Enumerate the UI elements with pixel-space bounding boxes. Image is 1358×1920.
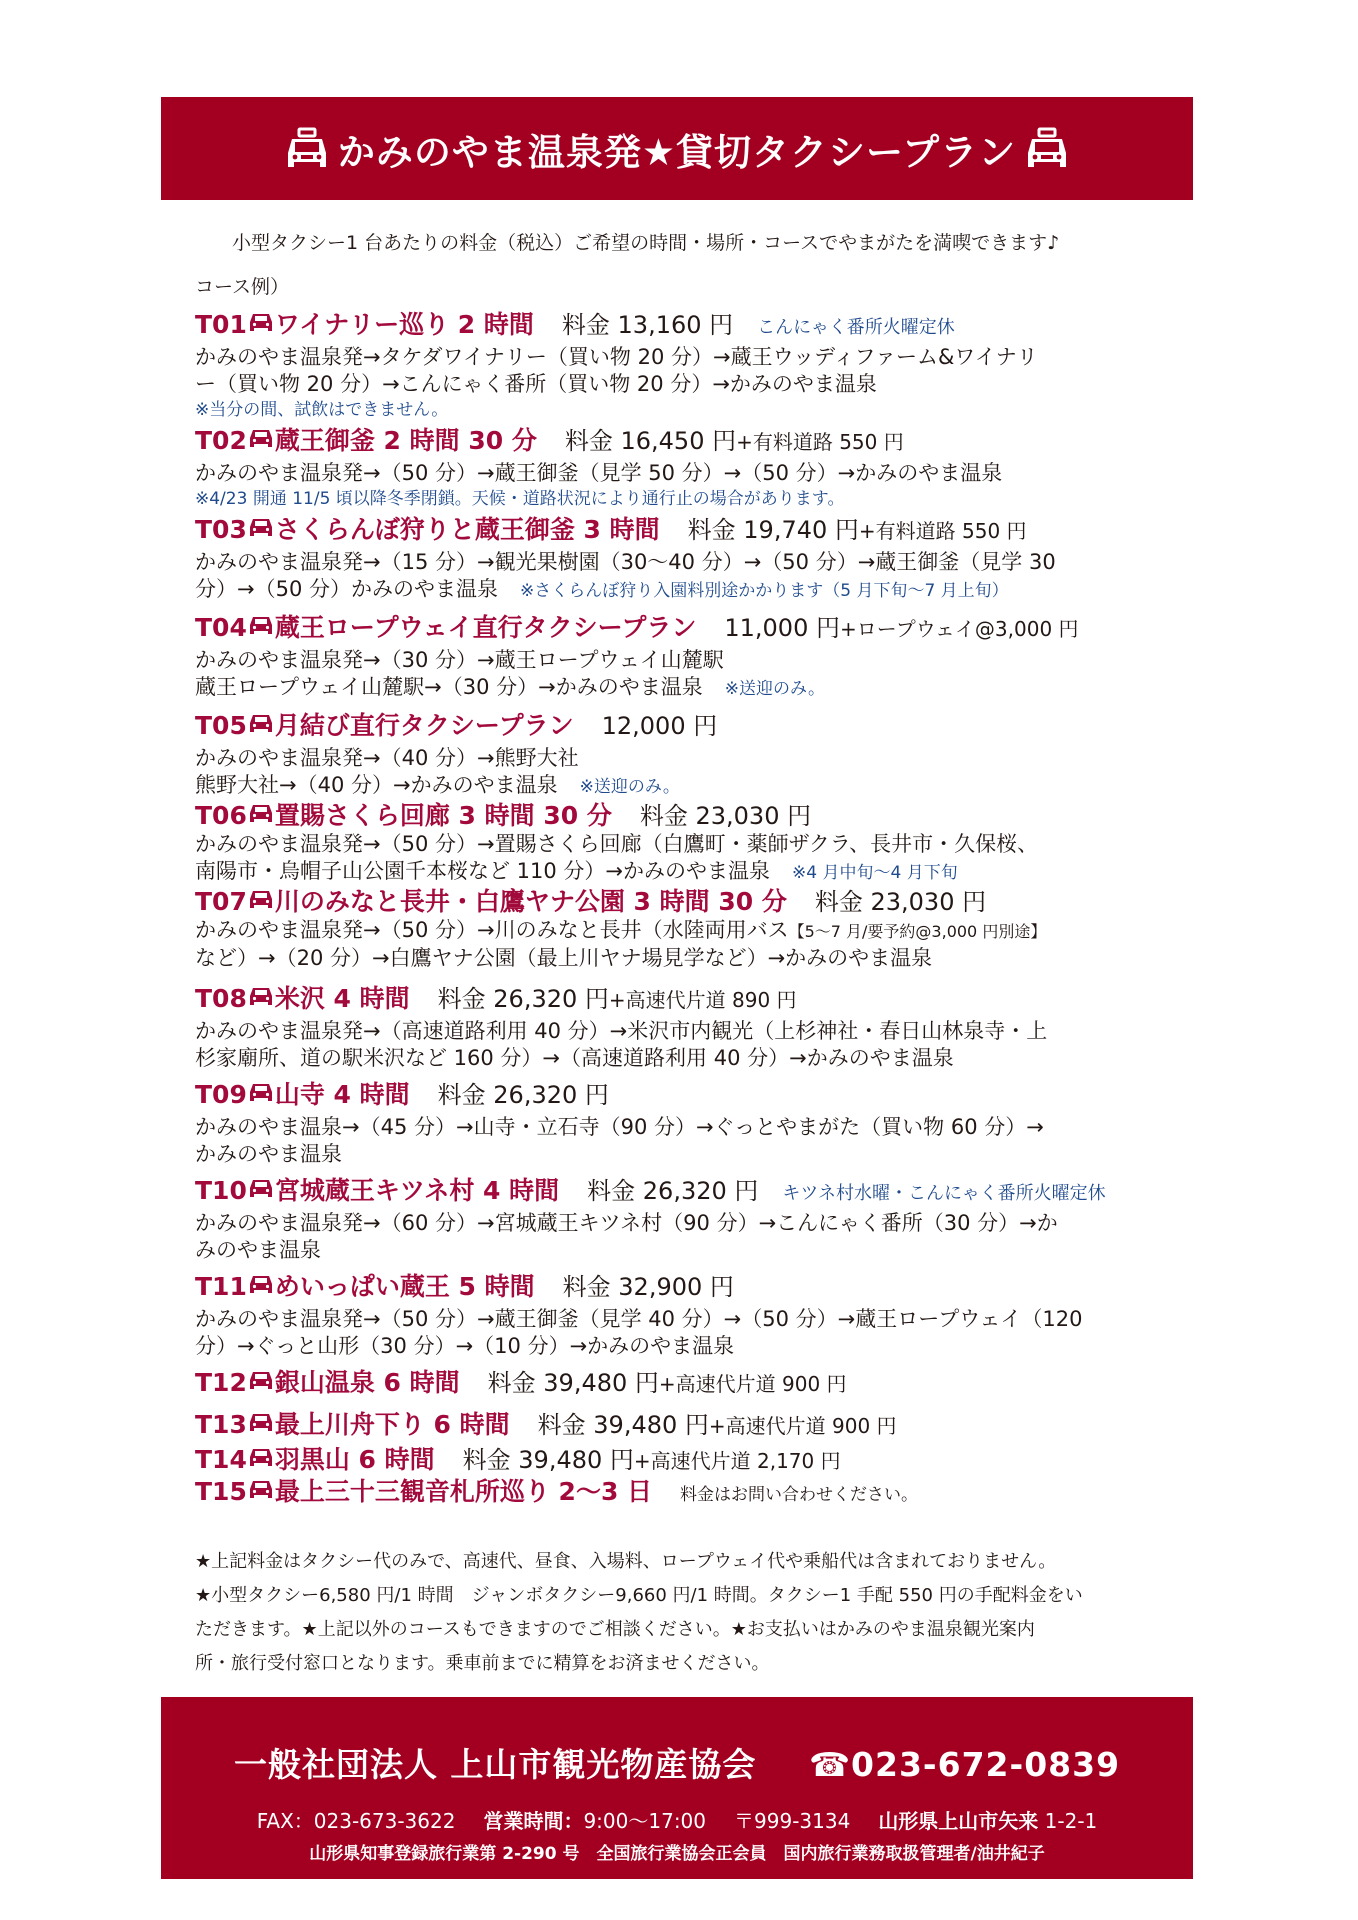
- course-t11: [195, 1268, 1180, 1360]
- course-route: など）→（20 分）→白鷹ヤナ公園（最上川ヤナ場見学など）→かみのやま温泉: [195, 946, 933, 970]
- course-code: T06: [195, 801, 247, 830]
- course-t14: [195, 1444, 1180, 1476]
- course-name: 蔵王御釜 2 時間 30 分: [274, 426, 537, 455]
- course-price: 料金 23,030 円: [639, 802, 812, 830]
- course-code: T01: [195, 310, 247, 339]
- course-price: 料金 32,900 円: [562, 1273, 734, 1301]
- course-price: 料金 26,320 円: [437, 1081, 609, 1109]
- course-route: かみのやま温泉: [195, 1142, 342, 1166]
- course-code: T09: [195, 1080, 247, 1109]
- course-extra-fee: +有料道路 550 円: [858, 519, 1027, 543]
- course-route: かみのやま温泉発→（50 分）→蔵王御釜（見学 40 分）→（50 分）→蔵王ロープウェイ（120: [195, 1307, 1083, 1331]
- organization-name: 一般社団法人 上山市観光物産協会: [233, 1745, 757, 1784]
- course-note: ※さくらんぼ狩り入園料別途かかります（5 月下旬～7 月上旬）: [520, 581, 1009, 601]
- course-code: T02: [195, 426, 247, 455]
- course-route: かみのやま温泉発→タケダワイナリー（買い物 20 分）→蔵王ウッディファーム&ワイナリ: [195, 345, 1038, 369]
- course-route: かみのやま温泉発→（15 分）→観光果樹園（30～40 分）→（50 分）→蔵王御釜（見学 30: [195, 550, 1056, 574]
- course-extra-fee: +高速代片道 900 円: [658, 1372, 847, 1396]
- course-name: めいっぱい蔵王 5 時間: [274, 1272, 535, 1301]
- course-price: 料金 19,740 円: [687, 516, 859, 544]
- course-route: かみのやま温泉→（45 分）→山寺・立石寺（90 分）→ぐっとやまがた（買い物 60 分）→: [195, 1115, 1044, 1139]
- car-icon: [248, 712, 274, 734]
- course-route-row: [195, 917, 1180, 945]
- course-t01: [195, 306, 1180, 422]
- course-code: T12: [195, 1368, 247, 1397]
- car-icon: [248, 985, 274, 1007]
- course-route: かみのやま温泉発→（50 分）→川のみなと長井（水陸両用バス: [195, 918, 789, 942]
- course-t15: [195, 1476, 1180, 1508]
- course-code: T05: [195, 711, 247, 740]
- course-extra-fee: +高速代片道 2,170 円: [633, 1449, 841, 1473]
- postal-code: 〒999-3134: [734, 1809, 851, 1833]
- course-name: 蔵王ロープウェイ直行タクシープラン: [274, 613, 697, 642]
- fax-number: FAX：023-673-3622: [256, 1809, 456, 1833]
- course-name: 米沢 4 時間: [274, 984, 410, 1013]
- course-head-note: こんにゃく番所火曜定休: [757, 317, 955, 338]
- course-price: 料金 39,480 円: [487, 1369, 659, 1397]
- course-price: 11,000 円: [724, 614, 840, 642]
- course-route-row: [195, 674, 1180, 703]
- course-extra-fee: +高速代片道 890 円: [608, 988, 797, 1012]
- course-name: さくらんぼ狩りと蔵王御釜 3 時間: [274, 515, 660, 544]
- course-code: T13: [195, 1410, 247, 1439]
- note-line: ただきます。★上記以外のコースもできますのでご相談ください。★お支払いはかみのやま温泉観光案内: [195, 1619, 1035, 1640]
- course-route: かみのやま温泉発→（50 分）→置賜さくら回廊（白鷹町・薬師ザクラ、長井市・久保桜、: [195, 832, 1039, 856]
- course-code: T10: [195, 1176, 247, 1205]
- course-code: T03: [195, 515, 247, 544]
- course-route: 熊野大社→（40 分）→かみのやま温泉: [195, 773, 558, 797]
- course-route-row: [195, 858, 1180, 887]
- course-code: T15: [195, 1477, 247, 1506]
- car-icon: [248, 516, 274, 538]
- car-icon: [248, 614, 274, 636]
- course-extra-fee: +ロープウェイ@3,000 円: [839, 617, 1079, 641]
- address: 山形県上山市矢来: [878, 1809, 1039, 1833]
- course-price: 料金 26,320 円: [587, 1177, 759, 1205]
- course-code: T04: [195, 613, 247, 642]
- course-price: 料金 26,320 円: [437, 985, 609, 1013]
- course-name: 月結び直行タクシープラン: [274, 711, 574, 740]
- footer-org-row: [161, 1739, 1193, 1786]
- course-name: 最上川舟下り 6 時間: [274, 1410, 510, 1439]
- course-t05: [195, 707, 1180, 801]
- course-price: 料金 16,450 円: [564, 427, 737, 455]
- course-route: かみのやま温泉発→（60 分）→宮城蔵王キツネ村（90 分）→こんにゃく番所（30 分）→か: [195, 1211, 1058, 1235]
- course-route: 分）→ぐっと山形（30 分）→（10 分）→かみのやま温泉: [195, 1334, 735, 1358]
- course-price-inquiry: 料金はお問い合わせください。: [680, 1485, 919, 1505]
- course-route: 蔵王ロープウェイ山麓駅→（30 分）→かみのやま温泉: [195, 675, 703, 699]
- car-icon: [248, 1177, 274, 1199]
- course-note: ※4/23 開通 11/5 頃以降冬季閉鎖。天候・道路状況により通行止の場合があります。: [195, 489, 845, 509]
- course-extra-fee: +高速代片道 900 円: [708, 1414, 897, 1438]
- course-price: 料金 23,030 円: [814, 888, 987, 916]
- note-line: ★上記料金はタクシー代のみで、高速代、昼食、入場料、ロープウェイ代や乗船代は含まれておりません。: [195, 1551, 1057, 1572]
- course-route: かみのやま温泉発→（40 分）→熊野大社: [195, 746, 579, 770]
- intro-text: 小型タクシー1 台あたりの料金（税込）ご希望の時間・場所・コースでやまがたを満喫できます♪: [232, 232, 1060, 254]
- car-icon: [248, 1273, 274, 1295]
- course-code: T08: [195, 984, 247, 1013]
- course-route: 杉家廟所、道の駅米沢など 160 分）→（高速道路利用 40 分）→かみのやま温泉: [195, 1046, 954, 1070]
- car-icon: [248, 1369, 274, 1391]
- course-route: 南陽市・烏帽子山公園千本桜など 110 分）→かみのやま温泉: [195, 859, 771, 883]
- course-name: ワイナリー巡り 2 時間: [274, 310, 534, 339]
- course-route: かみのやま温泉発→（高速道路利用 40 分）→米沢市内観光（上杉神社・春日山林泉寺・上: [195, 1019, 1048, 1043]
- course-note: ※4 月中旬～4 月下旬: [792, 863, 958, 883]
- course-t04: [195, 609, 1180, 703]
- car-icon: [248, 1446, 274, 1468]
- course-note: ※送迎のみ。: [579, 777, 680, 797]
- hours-label: 営業時間：: [483, 1809, 584, 1833]
- course-price: 料金 39,480 円: [462, 1446, 634, 1474]
- course-name: 置賜さくら回廊 3 時間 30 分: [274, 801, 612, 830]
- business-hours: 9:00～17:00: [583, 1809, 707, 1833]
- car-icon: [248, 888, 274, 910]
- phone-number[interactable]: 023-672-0839: [851, 1745, 1121, 1784]
- course-name: 銀山温泉 6 時間: [274, 1368, 460, 1397]
- car-icon: [248, 311, 274, 333]
- course-route: みのやま温泉: [195, 1238, 321, 1262]
- course-note: ※送迎のみ。: [724, 679, 825, 699]
- car-icon: [248, 1411, 274, 1433]
- course-price: 料金 13,160 円: [561, 311, 734, 339]
- course-name: 羽黒山 6 時間: [274, 1445, 435, 1474]
- course-t03: [195, 511, 1180, 605]
- course-t08: [195, 980, 1180, 1072]
- license-info: 山形県知事登録旅行業第 2-290 号 全国旅行業協会正会員 国内旅行業務取扱管理者/油井紀子: [309, 1844, 1045, 1864]
- note-line: ★小型タクシー6,580 円/1 時間 ジャンボタクシー9,660 円/1 時間。タクシー1 手配 550 円の手配料金をい: [195, 1585, 1083, 1606]
- course-t13: [195, 1406, 1180, 1444]
- course-t09: [195, 1076, 1180, 1168]
- page-title: かみのやま温泉発★貸切タクシープラン: [337, 130, 1017, 174]
- course-route-row: [195, 772, 1180, 801]
- footer-info-row: [161, 1805, 1193, 1834]
- car-icon: [248, 1478, 274, 1500]
- course-list: [195, 306, 1180, 1508]
- course-extra-fee: +有料道路 550 円: [736, 430, 904, 454]
- course-name: 川のみなと長井・白鷹ヤナ公園 3 時間 30 分: [274, 887, 787, 916]
- taxi-icon: [284, 127, 330, 171]
- course-route-row: [195, 576, 1180, 605]
- course-name: 最上三十三観音札所巡り 2～3 日: [274, 1477, 653, 1506]
- course-name: 山寺 4 時間: [274, 1080, 410, 1109]
- course-name: 宮城蔵王キツネ村 4 時間: [274, 1176, 560, 1205]
- course-note: ※当分の間、試飲はできません。: [195, 400, 449, 420]
- footer-contact: [161, 1697, 1193, 1879]
- course-route: ー（買い物 20 分）→こんにゃく番所（買い物 20 分）→かみのやま温泉: [195, 372, 877, 396]
- course-t02: [195, 422, 1180, 511]
- car-icon: [248, 1081, 274, 1103]
- course-examples-label: コース例）: [195, 276, 290, 298]
- phone-icon: ☎: [808, 1745, 852, 1784]
- address-number: 1-2-1: [1038, 1809, 1098, 1833]
- note-line: 所・旅行受付窓口となります。乗車前までに精算をお済ませください。: [195, 1653, 770, 1674]
- phone-row: [809, 1745, 1120, 1784]
- car-icon: [248, 427, 274, 449]
- fine-print-notes: [195, 1545, 1180, 1681]
- course-code: T11: [195, 1272, 247, 1301]
- course-code: T14: [195, 1445, 247, 1474]
- course-t12: [195, 1364, 1180, 1402]
- course-t10: [195, 1172, 1180, 1264]
- header-banner: [161, 97, 1193, 200]
- course-route: かみのやま温泉発→（30 分）→蔵王ロープウェイ山麓駅: [195, 648, 724, 672]
- course-head-note: キツネ村水曜・こんにゃく番所火曜定休: [782, 1183, 1106, 1204]
- course-route: 分）→（50 分）かみのやま温泉: [195, 577, 498, 601]
- taxi-icon: [1024, 127, 1070, 171]
- course-code: T07: [195, 887, 247, 916]
- course-price: 12,000 円: [601, 712, 718, 740]
- course-t07: [195, 887, 1180, 972]
- course-route: かみのやま温泉発→（50 分）→蔵王御釜（見学 50 分）→（50 分）→かみのやま温泉: [195, 461, 1003, 485]
- car-icon: [248, 802, 274, 824]
- course-t06: [195, 801, 1180, 887]
- course-bracket-note: 【5～7 月/要予約@3,000 円別途】: [788, 922, 1047, 941]
- course-price: 料金 39,480 円: [537, 1411, 709, 1439]
